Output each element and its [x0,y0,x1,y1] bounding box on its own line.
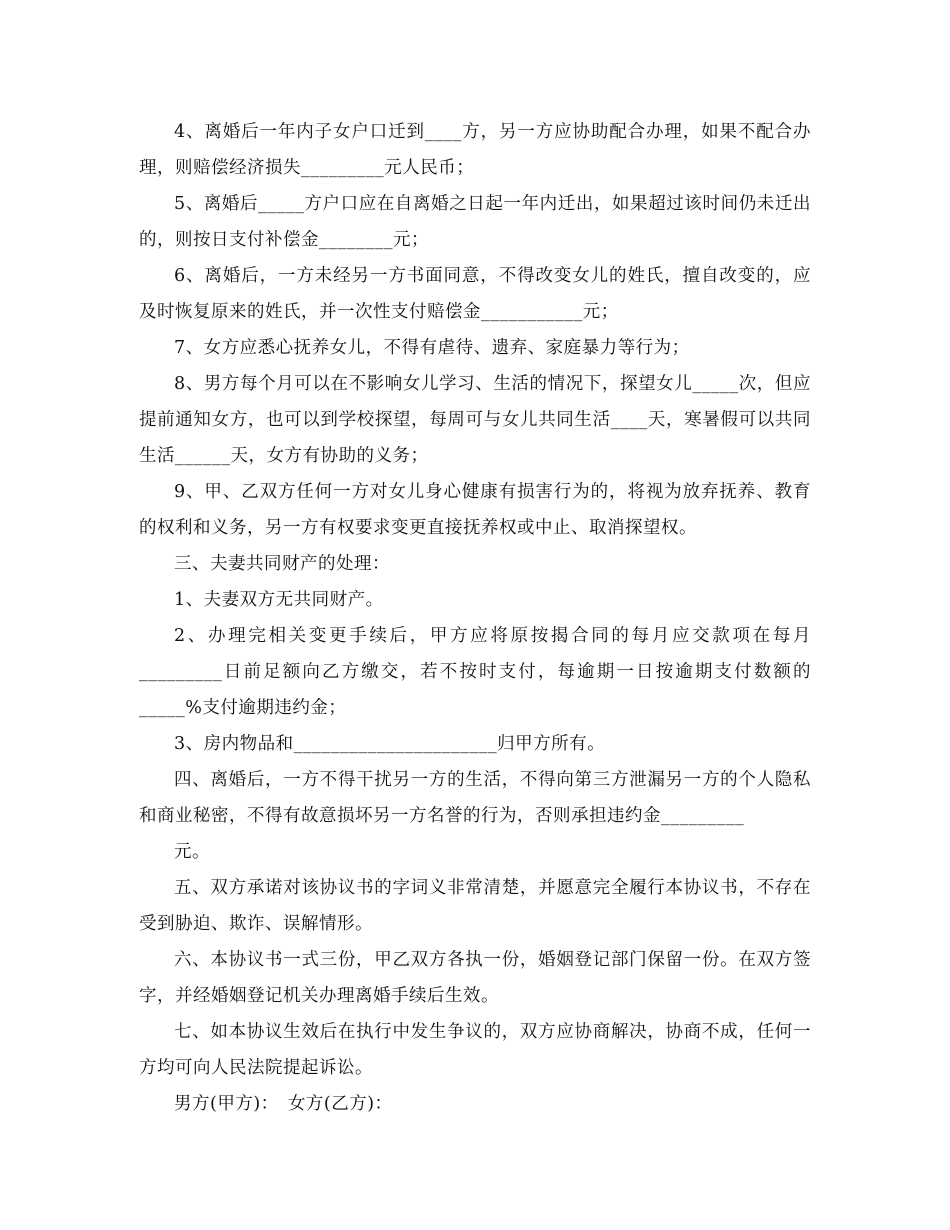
clause-4-child-hukou: 4、离婚后一年内子女户口迁到____方，另一方应协助配合办理，如果不配合办理，则赔偿经济损失_________元人民币； [139,122,811,178]
property-clause-3: 3、房内物品和______________________归甲方所有。 [174,734,606,754]
clause-7-care: 7、女方应悉心抚养女儿，不得有虐待、遗弃、家庭暴力等行为； [174,338,690,358]
clause-8-visitation: 8、男方每个月可以在不影响女儿学习、生活的情况下，探望女儿_____次，但应提前通知女方，也可以到学校探望，每周可与女儿共同生活____天，寒暑假可以共同生活______天，女方有协助的义务； [139,374,811,466]
clause-9-harm: 9、甲、乙双方任何一方对女儿身心健康有损害行为的，将视为放弃抚养、教育的权利和义务，另一方有权要求变更直接抚养权或中止、取消探望权。 [139,482,811,538]
section-4-continuation: 元。 [174,842,210,862]
property-clause-2: 2、办理完相关变更手续后，甲方应将原按揭合同的每月应交款项在每月_________日前足额向乙方缴交，若不按时支付，每逾期一日按逾期支付数额的_____%支付逾期违约金； [139,626,811,718]
clause-6-surname: 6、离婚后，一方未经另一方书面同意，不得改变女儿的姓氏，擅自改变的，应及时恢复原来的姓氏，并一次性支付赔偿金___________元； [139,266,811,322]
section-3-heading: 三、夫妻共同财产的处理： [174,554,390,574]
section-7-disputes: 七、如本协议生效后在执行中发生争议的，双方应协商解决，协商不成，任何一方均可向人民法院提起诉讼。 [139,1022,811,1078]
property-clause-1: 1、夫妻双方无共同财产。 [174,590,384,610]
section-5-commitment: 五、双方承诺对该协议书的字词义非常清楚，并愿意完全履行本协议书，不存在受到胁迫、欺诈、误解情形。 [139,878,811,934]
section-6-copies: 六、本协议书一式三份，甲乙双方各执一份，婚姻登记部门保留一份。在双方签字，并经婚姻登记机关办理离婚手续后生效。 [139,950,811,1006]
signature-line: 男方(甲方)： 女方(乙方)： [174,1094,393,1114]
clause-5-hukou-move-out: 5、离婚后_____方户口应在自离婚之日起一年内迁出，如果超过该时间仍未迁出的，则按日支付补偿金________元； [139,194,811,250]
section-4-privacy: 四、离婚后，一方不得干扰另一方的生活，不得向第三方泄漏另一方的个人隐私和商业秘密，不得有故意损坏另一方名誉的行为，否则承担违约金_________ [139,770,811,826]
document-body [139,114,811,1122]
